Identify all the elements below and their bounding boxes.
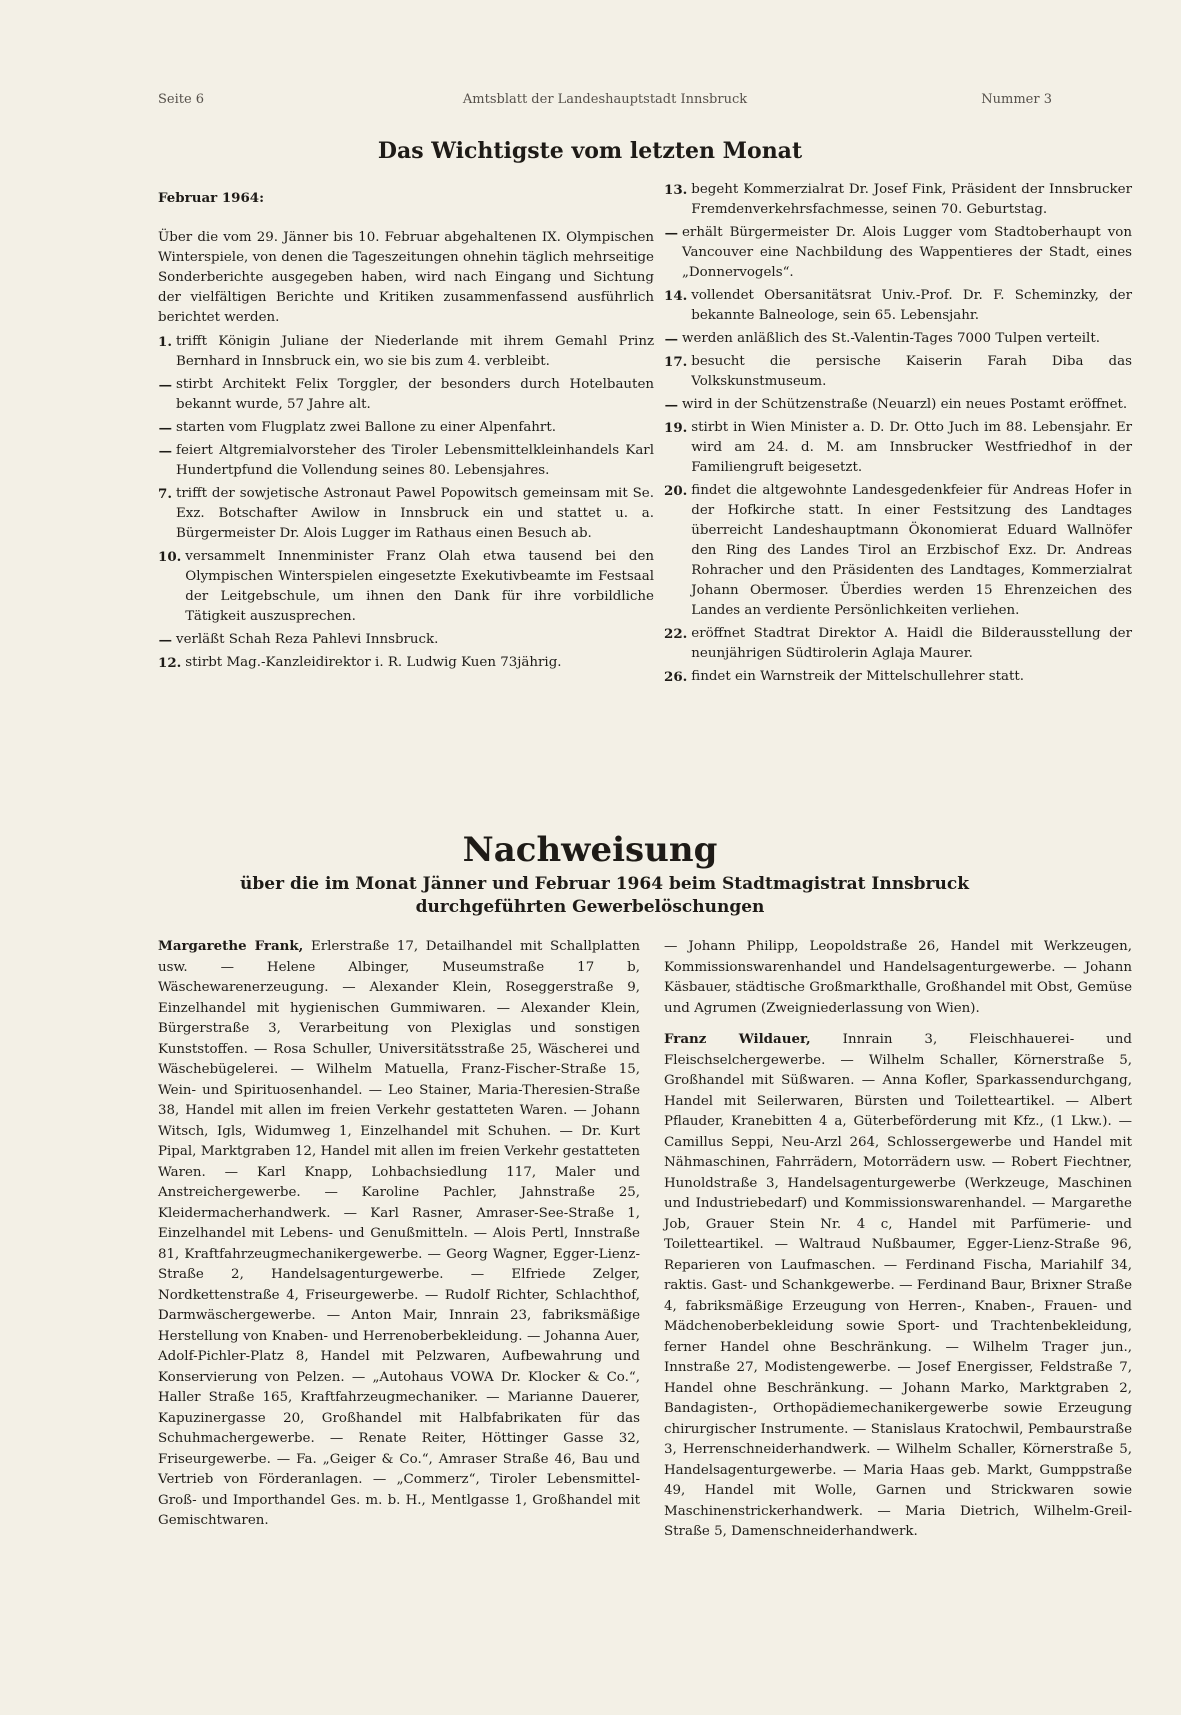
entry-day: 19.	[664, 420, 688, 436]
issue-number: Nummer 3	[981, 92, 1052, 107]
entry-day: —	[158, 443, 172, 459]
deletions-right-column	[664, 936, 1132, 1553]
section-subtitle-line1: über die im Monat Jänner und Februar 1964 beim Stadtmagistrat Innsbruck	[240, 874, 969, 894]
running-header	[158, 92, 1052, 112]
entry-day: 22.	[664, 626, 688, 642]
chronicle-entry	[158, 484, 654, 544]
entry-text: besucht die persische Kaiserin Farah Diba das Volkskunstmuseum.	[691, 354, 1132, 389]
chronicle-entry	[664, 329, 1132, 349]
section-subtitle-line2: durchgeführten Gewerbelöschungen	[415, 897, 765, 917]
entry-day: —	[664, 225, 678, 241]
entry-day: 12.	[158, 655, 182, 671]
left-entry-list	[158, 332, 654, 673]
chronicle-entry	[158, 630, 654, 650]
entry-text: eröffnet Stadtrat Direktor A. Haidl die Bilderausstellung der neunjährigen Südtirolerin Aglaja Maurer.	[691, 626, 1132, 661]
month-heading: Februar 1964:	[158, 190, 265, 206]
entry-text: stirbt Architekt Felix Torggler, der besonders durch Hotelbauten bekannt wurde, 57 Jahre alt.	[176, 377, 654, 412]
section-title-monthly-highlights: Das Wichtigste vom letzten Monat	[377, 138, 803, 164]
chronicle-entry	[664, 395, 1132, 415]
page-number: Seite 6	[158, 92, 205, 107]
deletion-text: Innrain 3, Fleischhauerei- und Fleischselchergewerbe. — Wilhelm Schaller, Körnerstraße 5, Großhandel mit Süßwaren. — Anna Kofler, Sparkassendurchgang, Handel mit Seilerwaren, Bürsten und Toiletteartikel. — Albert Pflauder, Kranebitten 4 a, Güterbeförderung mit Kfz., (1 Lkw.). — Camillus Seppi, Neu-Arzl 264, Schlossergewerbe und Handel mit Nähmaschinen, Fahrrädern, Motorrädern usw. — Robert Fiechtner, Hunoldstraße 3, Handelsagenturgewerbe (Werkzeuge, Maschinen und Industriebedarf) und Kommissionswarenhandel. — Margarethe Job, Grauer Stein Nr. 4 c, Handel mit Parfümerie- und Toiletteartikel. — Waltraud Nußbaumer, Egger-Lienz-Straße 96, Reparieren von Laufmaschen. — Ferdinand Fischa, Mariahilf 34, raktis. Gast- und Schankgewerbe. — Ferdinand Baur, Brixner Straße 4, fabriksmäßige Erzeugung von Herren-, Knaben-, Frauen- und Mädchenoberbekleidung sowie Sport- und Trachtenbekleidung, ferner Handel ohne Beschränkung. — Wilhelm Trager jun., Innstraße 27, Modistengewerbe. — Josef Energisser, Feldstraße 7, Handel ohne Beschränkung. — Johann Marko, Marktgraben 2, Bandagisten-, Orthopädiemechanikergewerbe sowie Erzeugung chirurgischer Instrumente. — Stanislaus Kratochwil, Pembaurstraße 3, Herrenschneiderhandwerk. — Wilhelm Schaller, Körnerstraße 5, Handelsagenturgewerbe. — Maria Haas geb. Markt, Gumppstraße 49, Handel mit Wolle, Garnen und Strickwaren sowie Maschinenstrickerhandwerk. — Maria Dietrich, Wilhelm-Greil-Straße 5, Damenschneiderhandwerk.	[664, 1032, 1132, 1539]
deletion-paragraph	[158, 936, 640, 1532]
chronicle-entry	[664, 286, 1132, 326]
deletions-left-column	[158, 936, 640, 1542]
entry-day: 7.	[158, 486, 172, 502]
right-entry-list	[664, 180, 1132, 687]
chronicle-entry	[664, 418, 1132, 478]
highlights-right-column	[664, 180, 1132, 690]
highlights-left-column	[158, 188, 654, 676]
chronicle-entry	[664, 223, 1132, 283]
section-title-nachweisung: Nachweisung	[462, 830, 718, 870]
deletion-text: Erlerstraße 17, Detailhandel mit Schallplatten usw. — Helene Albinger, Museumstraße 17 b, Wäschewarenerzeugung. — Alexander Klein, Roseggerstraße 9, Einzelhandel mit hygienischen Gummiwaren. — Alexander Klein, Bürgerstraße 3, Verarbeitung von Plexiglas und sonstigen Kunststoffen. — Rosa Schuller, Universitätsstraße 25, Wäscherei und Wäschebügelerei. — Wilhelm Matuella, Franz-Fischer-Straße 15, Wein- und Spirituosenhandel. — Leo Stainer, Maria-Theresien-Straße 38, Handel mit allen im freien Verkehr gestatteten Waren. — Johann Witsch, Igls, Widumweg 1, Einzelhandel mit Schuhen. — Dr. Kurt Pipal, Marktgraben 12, Handel mit allen im freien Verkehr gestatteten Waren. — Karl Knapp, Lohbachsiedlung 117, Maler und Anstreichergewerbe. — Karoline Pachler, Jahnstraße 25, Kleidermacherhandwerk. — Karl Rasner, Amraser-See-Straße 1, Einzelhandel mit Lebens- und Genußmitteln. — Alois Pertl, Innstraße 81, Kraftfahrzeugmechanikergewerbe. — Georg Wagner, Egger-Lienz-Straße 2, Handelsagenturgewerbe. — Elfriede Zelger, Nordkettenstraße 4, Friseurgewerbe. — Rudolf Richter, Schlachthof, Darmwäschergewerbe. — Anton Mair, Innrain 23, fabriksmäßige Herstellung von Knaben- und Herrenoberbekleidung. — Johanna Auer, Adolf-Pichler-Platz 8, Handel mit Pelzwaren, Aufbewahrung und Konservierung von Pelzen. — „Autohaus VOWA Dr. Klocker & Co.“, Haller Straße 165, Kraftfahrzeugmechaniker. — Marianne Dauerer, Kapuzinergasse 20, Großhandel mit Halbfabrikaten für das Schuhmachergewerbe. — Renate Reiter, Höttinger Gasse 32, Friseurgewerbe. — Fa. „Geiger & Co.“, Amraser Straße 46, Bau und Vertrieb von Förderanlagen. — „Commerz“, Tiroler Lebensmittel-Groß- und Importhandel Ges. m. b. H., Mentlgasse 1, Großhandel mit Gemischtwaren.	[158, 939, 641, 1528]
entry-day: 1.	[158, 334, 172, 350]
chronicle-entry	[664, 667, 1132, 687]
business-name: Margarethe Frank,	[158, 938, 304, 954]
entry-day: 26.	[664, 669, 688, 685]
entry-day: 17.	[664, 354, 688, 370]
entry-day: 20.	[664, 483, 688, 499]
entry-text: wird in der Schützenstraße (Neuarzl) ein neues Postamt eröffnet.	[682, 397, 1128, 412]
entry-text: findet die altgewohnte Landesgedenkfeier für Andreas Hofer in der Hofkirche statt. In einer Festsitzung des Landtages überreicht Landeshauptmann Ökonomierat Eduard Wallnöfer den Ring des Landes Tirol an Erzbischof Exz. Dr. Andreas Rohracher und den Präsidenten des Landtages, Kommerzialrat Johann Obermoser. Überdies werden 15 Ehrenzeichen des Landes an verdiente Persönlichkeiten verliehen.	[691, 483, 1132, 618]
right-paragraph-list	[664, 936, 1132, 1543]
deletion-text: — Johann Philipp, Leopoldstraße 26, Handel mit Werkzeugen, Kommissionswarenhandel und Handelsagenturgewerbe. — Johann Käsbauer, städtische Großmarkthalle, Großhandel mit Obst, Gemüse und Agrumen (Zweigniederlassung von Wien).	[664, 939, 1132, 1016]
chronicle-entry	[158, 653, 654, 673]
publication-title: Amtsblatt der Landeshauptstadt Innsbruck	[462, 92, 748, 107]
entry-day: 13.	[664, 182, 688, 198]
entry-text: begeht Kommerzialrat Dr. Josef Fink, Präsident der Innsbrucker Fremdenverkehrsfachmesse, seinen 70. Geburtstag.	[691, 182, 1132, 217]
entry-text: erhält Bürgermeister Dr. Alois Lugger vom Stadtoberhaupt von Vancouver eine Nachbildung des Wappentieres der Stadt, eines „Donnervogels“.	[682, 225, 1132, 280]
entry-text: trifft Königin Juliane der Niederlande mit ihrem Gemahl Prinz Bernhard in Innsbruck ein, wo sie bis zum 4. verbleibt.	[176, 334, 654, 369]
chronicle-entry	[664, 180, 1132, 220]
chronicle-entry	[664, 624, 1132, 664]
chronicle-entry	[664, 481, 1132, 621]
entry-text: werden anläßlich des St.-Valentin-Tages 7000 Tulpen verteilt.	[682, 331, 1100, 346]
entry-text: trifft der sowjetische Astronaut Pawel Popowitsch gemeinsam mit Se. Exz. Botschafter Awilow in Innsbruck ein und stattet u. a. Bürgermeister Dr. Alois Lugger im Rathaus einen Besuch ab.	[176, 486, 654, 541]
entry-text: vollendet Obersanitätsrat Univ.-Prof. Dr. F. Scheminzky, der bekannte Balneologe, sein 65. Lebensjahr.	[691, 288, 1132, 323]
chronicle-entry	[158, 441, 654, 481]
entry-text: findet ein Warnstreik der Mittelschullehrer statt.	[691, 669, 1025, 684]
business-name: Franz Wildauer,	[664, 1031, 811, 1047]
chronicle-entry	[664, 352, 1132, 392]
entry-day: 10.	[158, 549, 182, 565]
entry-text: feiert Altgremialvorsteher des Tiroler Lebensmittelkleinhandels Karl Hundertpfund die Vollendung seines 80. Lebensjahres.	[176, 443, 654, 478]
entry-day: —	[664, 397, 678, 413]
entry-text: starten vom Flugplatz zwei Ballone zu einer Alpenfahrt.	[176, 420, 556, 435]
deletion-paragraph	[664, 1029, 1132, 1543]
entry-day: —	[664, 331, 678, 347]
entry-day: 14.	[664, 288, 688, 304]
entry-text: versammelt Innenminister Franz Olah etwa tausend bei den Olympischen Winterspielen eingesetzte Exekutivbeamte im Festsaal der Leitgebschule, um ihnen den Dank für ihre vorbildliche Tätigkeit auszusprechen.	[185, 549, 654, 624]
chronicle-entry	[158, 418, 654, 438]
entry-text: verläßt Schah Reza Pahlevi Innsbruck.	[176, 632, 439, 647]
entry-text: stirbt in Wien Minister a. D. Dr. Otto Juch im 88. Lebensjahr. Er wird am 24. d. M. am Innsbrucker Westfriedhof in der Familiengruft beigesetzt.	[691, 420, 1132, 475]
left-paragraph-list	[158, 936, 640, 1532]
intro-paragraph: Über die vom 29. Jänner bis 10. Februar abgehaltenen IX. Olympischen Winterspiele, von denen die Tageszeitungen ohnehin täglich mehrseitige Sonderberichte ausgegeben haben, wird nach Eingang und Sichtung der vielfältigen Berichte und Kritiken zusammenfassend ausführlich berichtet werden.	[158, 230, 654, 325]
chronicle-entry	[158, 332, 654, 372]
chronicle-entry	[158, 547, 654, 627]
chronicle-entry	[158, 375, 654, 415]
entry-day: —	[158, 632, 172, 648]
entry-day: —	[158, 377, 172, 393]
deletion-paragraph	[664, 936, 1132, 1019]
entry-day: —	[158, 420, 172, 436]
entry-text: stirbt Mag.-Kanzleidirektor i. R. Ludwig Kuen 73jährig.	[185, 655, 562, 670]
